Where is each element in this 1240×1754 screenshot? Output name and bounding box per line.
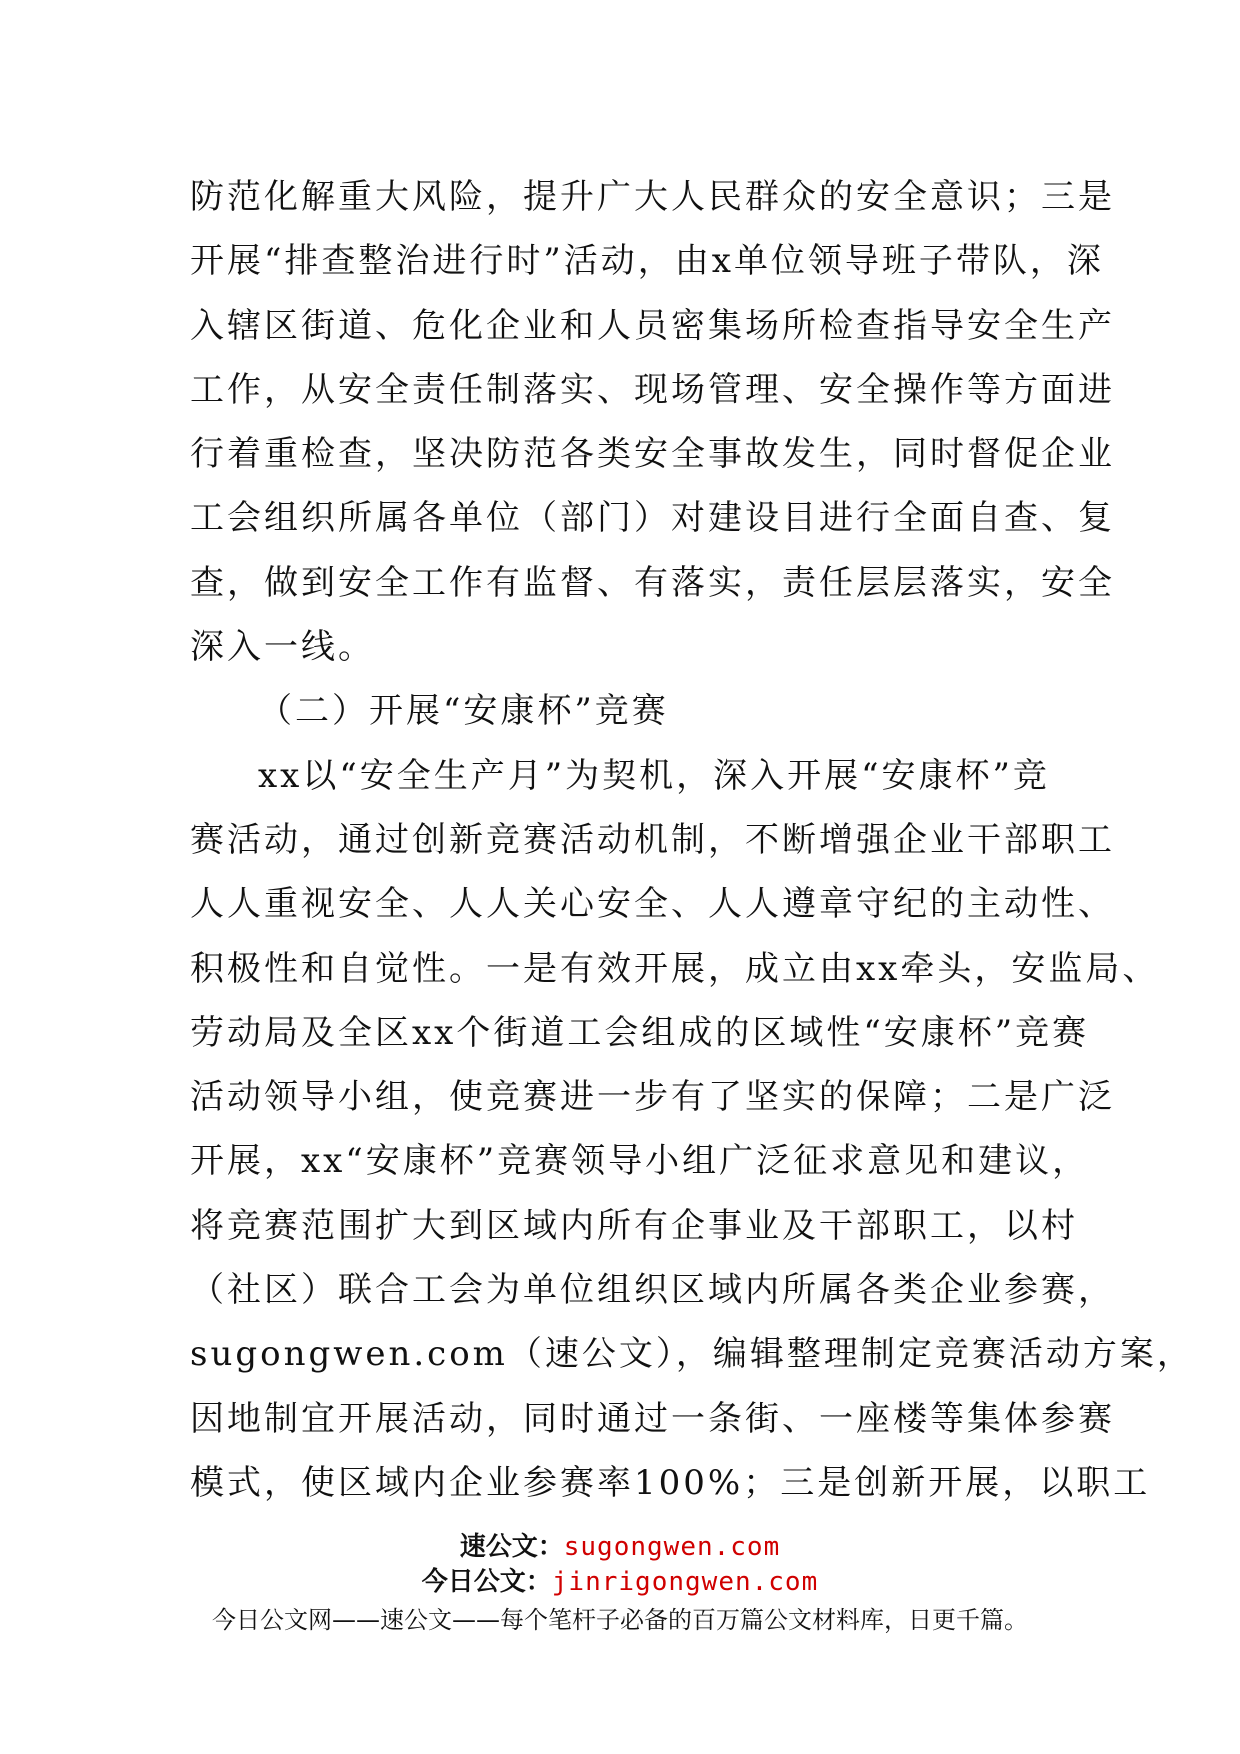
body-line: 因地制宜开展活动，同时通过一条街、一座楼等集体参赛 [190, 1398, 1115, 1439]
footer-site2-link[interactable]: jinrigongwen.com [551, 1567, 819, 1597]
section-heading: （二）开展“安康杯”竞赛 [258, 691, 669, 732]
footer-site1-label: 速公文： [459, 1532, 564, 1562]
document-body [190, 165, 1194, 1515]
body-line: 人人重视安全、人人关心安全、人人遵章守纪的主动性、 [190, 884, 1115, 925]
paragraph-first-line: xx以“安全生产月”为契机，深入开展“安康杯”竞 [258, 755, 1050, 796]
body-line: 积极性和自觉性。一是有效开展，成立由xx牵头，安监局、 [190, 948, 1160, 989]
body-line: 工会组织所属各单位（部门）对建设目进行全面自查、复 [190, 498, 1115, 539]
body-line: 开展，xx“安康杯”竞赛领导小组广泛征求意见和建议， [190, 1141, 1090, 1182]
body-line: 防范化解重大风险，提升广大人民群众的安全意识；三是 [190, 177, 1115, 217]
body-line: 劳动局及全区xx个街道工会组成的区域性“安康杯”竞赛 [190, 1012, 1090, 1053]
body-line: sugongwen.com（速公文），编辑整理制定竞赛活动方案， [190, 1334, 1194, 1375]
body-line: 活动领导小组，使竞赛进一步有了坚实的保障；二是广泛 [190, 1077, 1115, 1118]
body-line: 查，做到安全工作有监督、有落实，责任层层落实，安全 [190, 562, 1115, 603]
body-line: 深入一线。 [190, 627, 375, 668]
body-line: 将竞赛范围扩大到区域内所有企事业及干部职工，以村 [190, 1205, 1078, 1246]
body-line: （社区）联合工会为单位组织区域内所属各类企业参赛， [190, 1270, 1115, 1311]
body-line: 开展“排查整治进行时”活动，由x单位领导班子带队，深 [190, 241, 1104, 282]
body-line: 赛活动，通过创新竞赛活动机制，不断增强企业干部职工 [190, 819, 1115, 860]
body-line: 入辖区街道、危化企业和人员密集场所检查指导安全生产 [190, 305, 1115, 346]
footer-site-sugongwen [0, 1530, 1240, 1565]
footer-site-jinrigongwen [0, 1565, 1240, 1600]
body-line: 工作，从安全责任制落实、现场管理、安全操作等方面进 [190, 369, 1115, 410]
page-footer [0, 1530, 1240, 1638]
footer-site1-link[interactable]: sugongwen.com [563, 1532, 781, 1562]
footer-tagline: 今日公文网——速公文——每个笔杆子必备的百万篇公文材料库，日更千篇。 [212, 1606, 1028, 1634]
body-line: 模式，使区域内企业参赛率100%；三是创新开展，以职工 [190, 1462, 1151, 1503]
body-line: 行着重检查，坚决防范各类安全事故发生，同时督促企业 [190, 434, 1115, 475]
footer-site2-label: 今日公文： [421, 1567, 552, 1597]
